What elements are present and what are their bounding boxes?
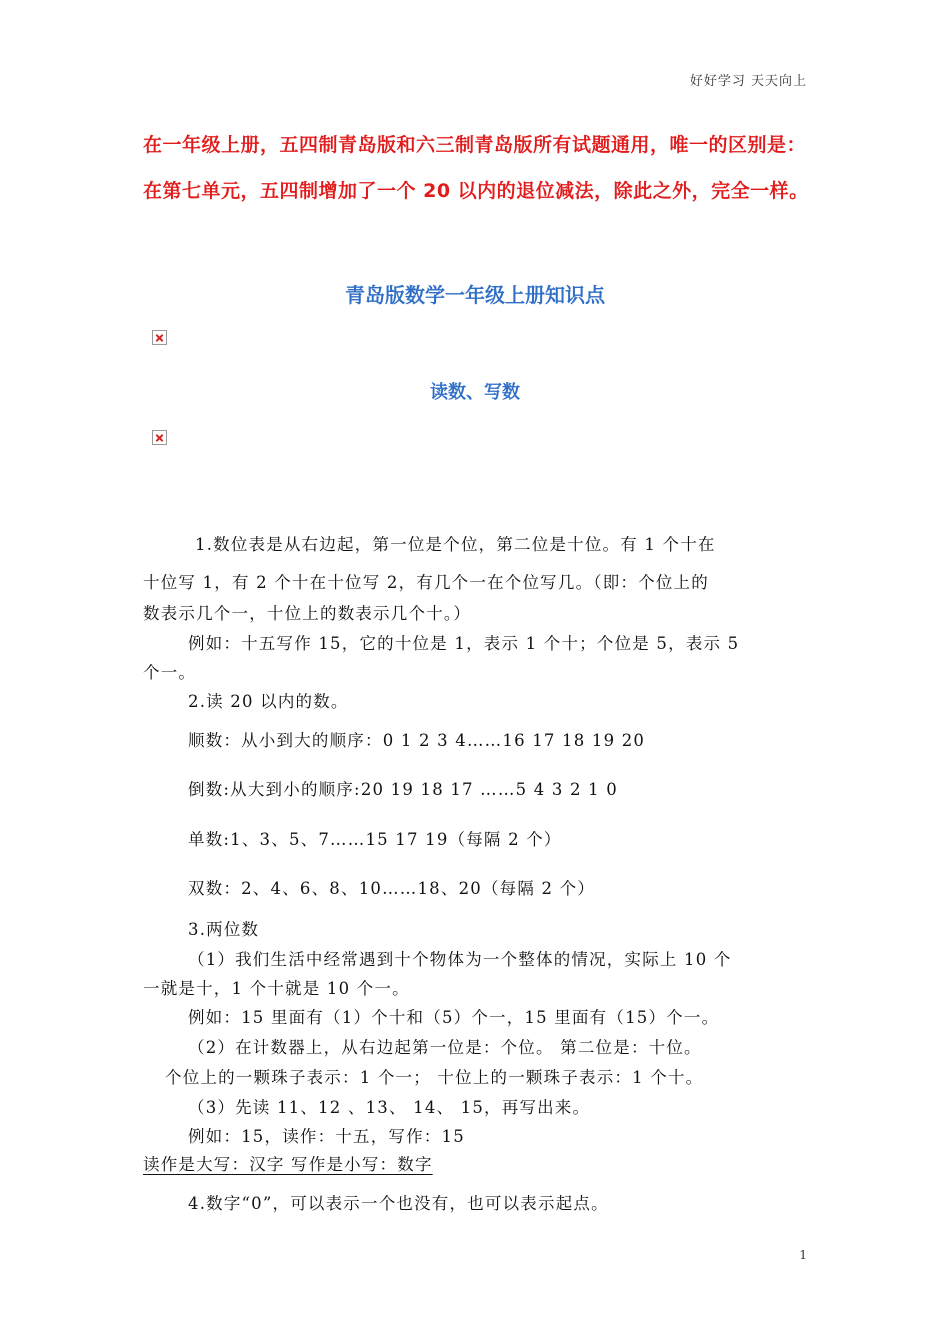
page-number: 1	[799, 1248, 807, 1262]
body-line: 一就是十，1 个十就是 10 个一。	[143, 979, 410, 998]
body-line: 十位写 1，有 2 个十在十位写 2，有几个一在个位写几。（即：个位上的	[143, 573, 709, 592]
body-line: （3）先读 11、12 、13、 14、 15，再写出来。	[188, 1098, 591, 1117]
section-title: 读数、写数	[430, 382, 520, 403]
body-line: 1.数位表是从右边起，第一位是个位，第二位是十位。有 1 个十在	[195, 535, 716, 554]
page-header: 好好学习 天天向上	[689, 74, 807, 89]
body-line: （1）我们生活中经常遇到十个物体为一个整体的情况，实际上 10 个	[188, 950, 732, 969]
broken-image-icon	[152, 330, 167, 345]
body-line: 例如：十五写作 15，它的十位是 1，表示 1 个十；个位是 5，表示 5	[188, 634, 740, 653]
body-line: （2）在计数器上，从右边起第一位是：个位。 第二位是：十位。	[188, 1038, 702, 1057]
body-line: 例如：15，读作：十五，写作：15	[188, 1127, 465, 1146]
body-line: 个一。	[143, 663, 197, 682]
body-line: 单数:1、3、5、7……15 17 19（每隔 2 个）	[188, 830, 562, 849]
body-line-underlined: 读作是大写：汉字 写作是小写：数字	[143, 1155, 433, 1174]
body-line: 2.读 20 以内的数。	[188, 692, 349, 711]
document-title: 青岛版数学一年级上册知识点	[345, 283, 605, 307]
notice-paragraph: 在一年级上册，五四制青岛版和六三制青岛版所有试题通用，唯一的区别是：在第七单元，五四制增加了一个 20 以内的退位减法，除此之外，完全一样。	[143, 134, 809, 202]
broken-image-icon	[152, 430, 167, 445]
body-line: 4.数字“0”，可以表示一个也没有，也可以表示起点。	[188, 1194, 609, 1213]
body-line: 双数：2、4、6、8、10……18、20（每隔 2 个）	[188, 879, 596, 898]
body-line: 倒数:从大到小的顺序:20 19 18 17 ……5 4 3 2 1 0	[188, 780, 618, 799]
body-line: 顺数：从小到大的顺序：0 1 2 3 4……16 17 18 19 20	[188, 731, 646, 750]
body-line: 3.两位数	[188, 920, 260, 939]
body-line: 数表示几个一，十位上的数表示几个十。）	[143, 604, 472, 623]
body-line: 个位上的一颗珠子表示：1 个一； 十位上的一颗珠子表示：1 个十。	[165, 1068, 704, 1087]
body-line: 例如：15 里面有（1）个十和（5）个一，15 里面有（15）个一。	[188, 1008, 720, 1027]
